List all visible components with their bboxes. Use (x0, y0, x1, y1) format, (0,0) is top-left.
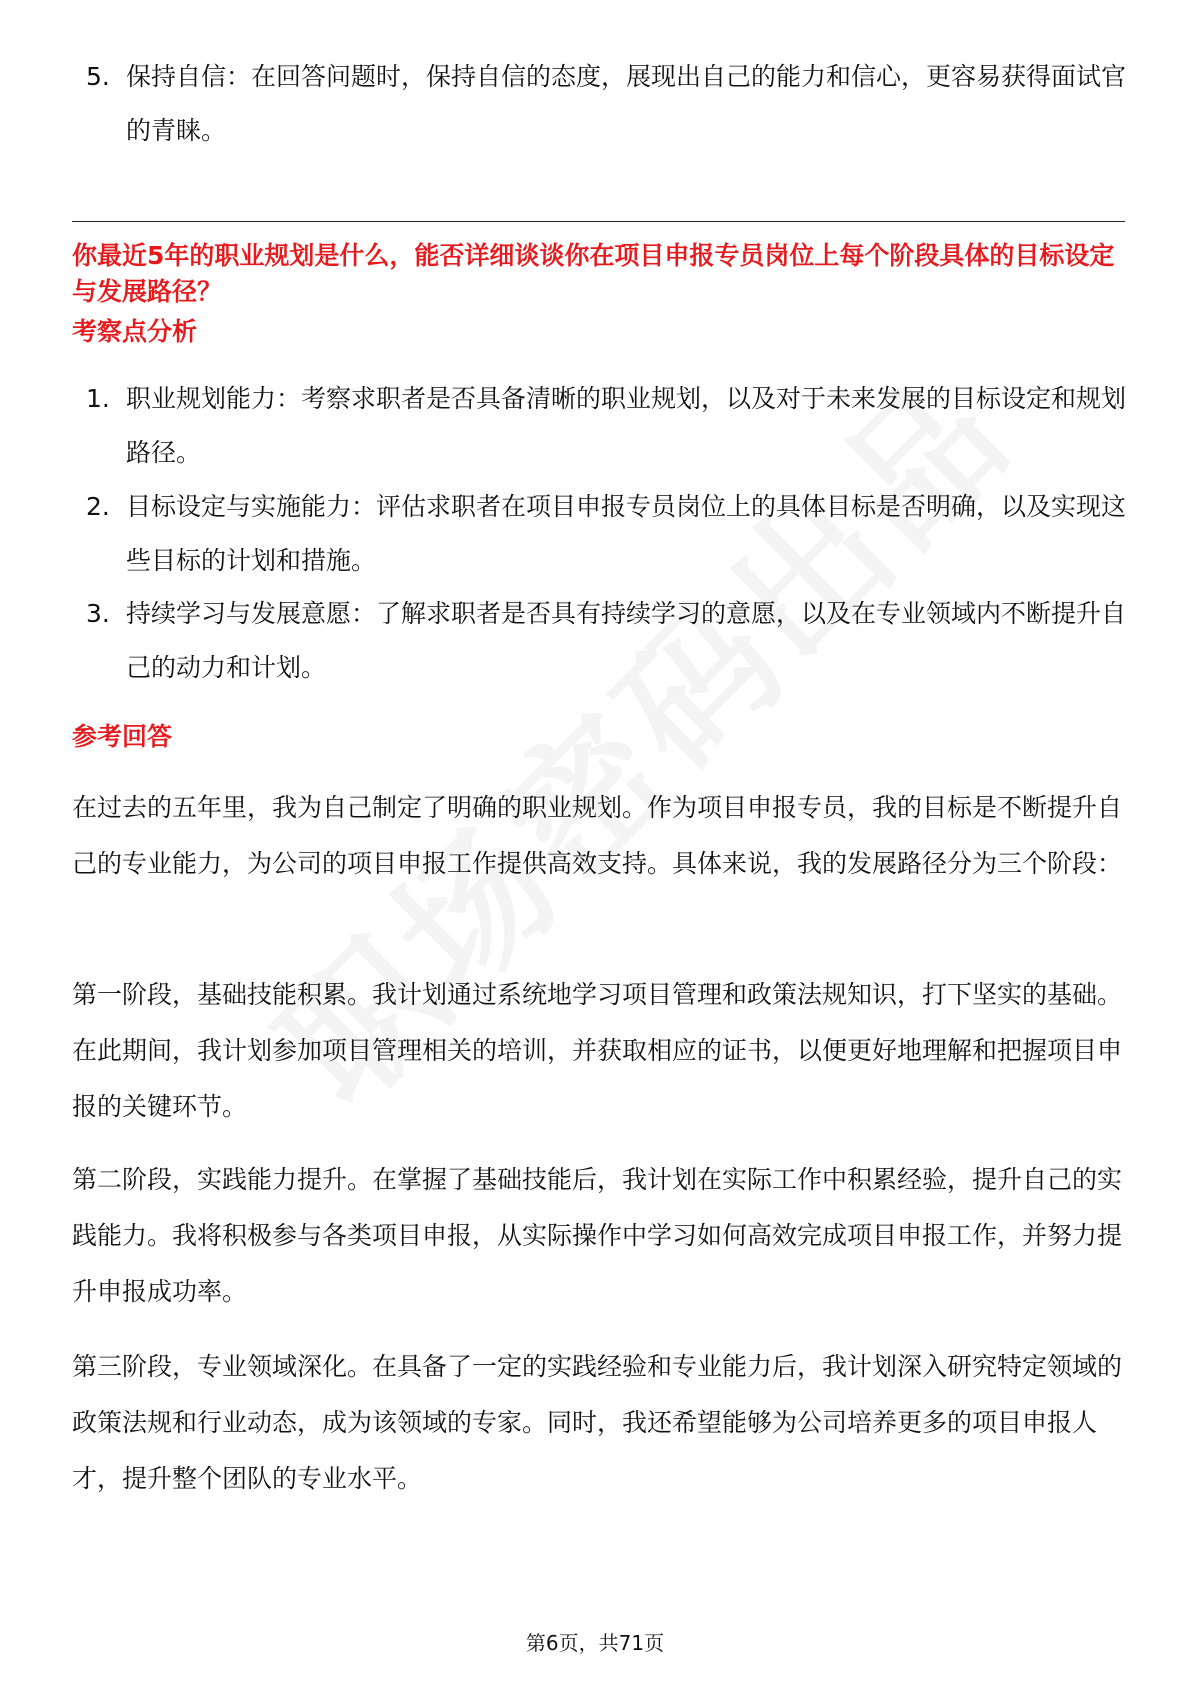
list-item-number: 3. (86, 599, 110, 628)
analysis-heading: 考察点分析 (72, 317, 198, 346)
answer-heading: 参考回答 (72, 722, 173, 751)
list-item-text: 保持自信：在回答问题时，保持自信的态度，展现出自己的能力和信心，更容易获得面试官的青睐。 (126, 62, 1127, 145)
list-item-text: 目标设定与实施能力：评估求职者在项目申报专员岗位上的具体目标是否明确，以及实现这些目标的计划和措施。 (126, 492, 1127, 575)
list-item-text: 持续学习与发展意愿：了解求职者是否具有持续学习的意愿，以及在专业领域内不断提升自己的动力和计划。 (126, 599, 1127, 682)
list-item (86, 480, 1126, 588)
list-item (86, 50, 1126, 158)
answer-paragraph: 第三阶段，专业领域深化。在具备了一定的实践经验和专业能力后，我计划深入研究特定领域的政策法规和行业动态，成为该领域的专家。同时，我还希望能够为公司培养更多的项目申报人才，提升整个团队的专业水平。 (72, 1352, 1123, 1493)
list-item (86, 372, 1126, 480)
answer-paragraph: 第二阶段，实践能力提升。在掌握了基础技能后，我计划在实际工作中积累经验，提升自己的实践能力。我将积极参与各类项目申报，从实际操作中学习如何高效完成项目申报工作，并努力提升申报成功率。 (72, 1165, 1123, 1306)
interview-question: 你最近5年的职业规划是什么，能否详细谈谈你在项目申报专员岗位上每个阶段具体的目标设定与发展路径？ (72, 241, 1115, 306)
list-item-number: 5. (86, 62, 110, 91)
list-item-number: 1. (86, 384, 110, 413)
list-item-number: 2. (86, 492, 110, 521)
list-item (86, 587, 1126, 695)
page-number: 第6页，共71页 (525, 1631, 665, 1655)
answer-paragraph: 在过去的五年里，我为自己制定了明确的职业规划。作为项目申报专员，我的目标是不断提升自己的专业能力，为公司的项目申报工作提供高效支持。具体来说，我的发展路径分为三个阶段： (72, 793, 1123, 878)
section-divider (72, 221, 1125, 222)
list-item-text: 职业规划能力：考察求职者是否具备清晰的职业规划，以及对于未来发展的目标设定和规划路径。 (126, 384, 1127, 467)
answer-paragraph: 第一阶段，基础技能积累。我计划通过系统地学习项目管理和政策法规知识，打下坚实的基础。在此期间，我计划参加项目管理相关的培训，并获取相应的证书，以便更好地理解和把握项目申报的关键环节。 (72, 980, 1123, 1121)
